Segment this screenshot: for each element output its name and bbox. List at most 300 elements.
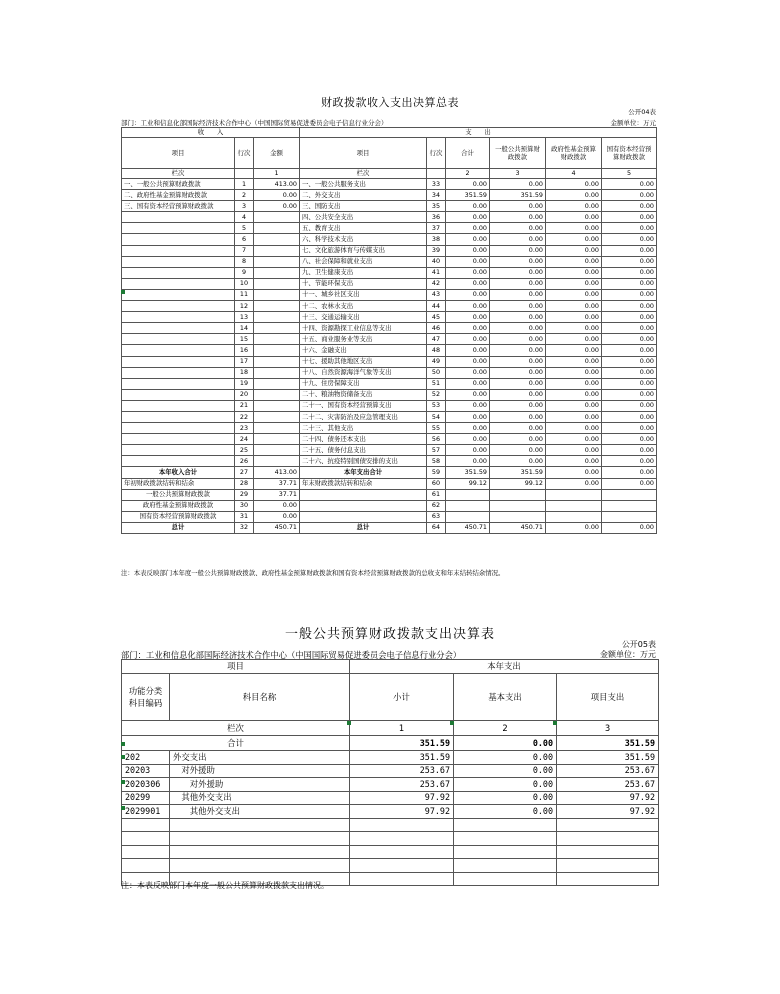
carry-out-label: 年末财政拨款结转和结余 (300, 478, 427, 489)
comment-marker (450, 721, 454, 725)
empty-cell (446, 489, 490, 500)
row-project: 253.67 (557, 764, 659, 778)
income-total-label: 本年收入合计 (122, 467, 235, 478)
table2-grid (121, 659, 659, 886)
col-line: 行次 (235, 138, 254, 169)
table-row (122, 367, 657, 378)
carry-out-fund: 0.00 (546, 478, 602, 489)
comment-marker (553, 721, 557, 725)
expense-line: 43 (427, 289, 446, 300)
expense-fund: 0.00 (546, 223, 602, 234)
table-row (122, 256, 657, 267)
empty-row (122, 832, 659, 846)
expense-item: 十、节能环保支出 (300, 278, 427, 289)
empty-cell (350, 859, 454, 873)
empty-row (122, 859, 659, 873)
income-line: 5 (235, 223, 254, 234)
carry-in-line: 28 (235, 478, 254, 489)
expense-fund: 0.00 (546, 323, 602, 334)
subject-code: 20299 (122, 791, 170, 805)
income-item (122, 378, 235, 389)
expense-line: 55 (427, 423, 446, 434)
expense-capital: 0.00 (602, 389, 657, 400)
expense-fund: 0.00 (546, 378, 602, 389)
expense-line: 41 (427, 267, 446, 278)
income-item (122, 456, 235, 467)
expense-total: 351.59 (446, 190, 490, 201)
row-project: 97.92 (557, 791, 659, 805)
expense-capital: 0.00 (602, 201, 657, 212)
comment-marker (121, 755, 125, 759)
empty-cell (490, 489, 546, 500)
expense-line: 47 (427, 334, 446, 345)
expense-item: 二十一、国有资本经营预算支出 (300, 400, 427, 411)
expense-line: 58 (427, 456, 446, 467)
table2-code: 公开05表 (621, 640, 656, 649)
expense-item: 十四、资源勘探工业信息等支出 (300, 323, 427, 334)
empty-cell (546, 511, 602, 522)
expense-total: 0.00 (446, 179, 490, 190)
table-row (122, 267, 657, 278)
expense-total: 0.00 (446, 400, 490, 411)
expense-general: 0.00 (490, 389, 546, 400)
expense-capital: 0.00 (602, 367, 657, 378)
expense-fund: 0.00 (546, 423, 602, 434)
expense-item: 二十四、债务还本支出 (300, 434, 427, 445)
expense-capital: 0.00 (602, 378, 657, 389)
expense-line: 36 (427, 212, 446, 223)
expense-general: 0.00 (490, 323, 546, 334)
income-line: 3 (235, 201, 254, 212)
income-line: 13 (235, 312, 254, 323)
expense-total-total: 351.59 (446, 467, 490, 478)
expense-line: 53 (427, 400, 446, 411)
row-project: 351.59 (557, 751, 659, 765)
subject-name: 外交支出 (170, 751, 350, 765)
expense-total: 0.00 (446, 323, 490, 334)
carry-sub-ex-line: 62 (427, 500, 446, 511)
expense-capital: 0.00 (602, 223, 657, 234)
table-row (122, 323, 657, 334)
expense-capital: 0.00 (602, 179, 657, 190)
income-item (122, 356, 235, 367)
t2-index-1: 1 (350, 721, 454, 736)
income-amount (254, 234, 300, 245)
empty-cell (122, 832, 170, 846)
income-amount (254, 367, 300, 378)
comment-marker (121, 742, 125, 746)
grand-in-line: 32 (235, 522, 254, 533)
expense-capital: 0.00 (602, 345, 657, 356)
income-line: 24 (235, 434, 254, 445)
row-basic: 0.00 (454, 805, 557, 819)
table-row (122, 201, 657, 212)
subject-name: 对外援助 (170, 778, 350, 792)
expense-fund: 0.00 (546, 267, 602, 278)
income-amount (254, 356, 300, 367)
expense-fund: 0.00 (546, 389, 602, 400)
table-row (122, 500, 657, 511)
subject-code: 2020306 (122, 778, 170, 792)
expense-line: 48 (427, 345, 446, 356)
empty-cell (170, 818, 350, 832)
expense-total-general: 351.59 (490, 467, 546, 478)
table2-title: 一般公共预算财政拨款支出决算表 (284, 627, 495, 642)
income-amount (254, 267, 300, 278)
grand-in-amt: 450.71 (254, 522, 300, 533)
expense-total: 0.00 (446, 245, 490, 256)
income-line: 6 (235, 234, 254, 245)
income-item: 一、一般公共预算财政拨款 (122, 179, 235, 190)
expense-line: 54 (427, 411, 446, 422)
expense-total: 0.00 (446, 212, 490, 223)
expense-general: 0.00 (490, 445, 546, 456)
expense-line: 56 (427, 434, 446, 445)
expense-total-line: 59 (427, 467, 446, 478)
table-row (122, 378, 657, 389)
carry-sub-line: 31 (235, 511, 254, 522)
expense-total: 0.00 (446, 356, 490, 367)
t2-col-subtotal: 小计 (350, 674, 454, 721)
expense-total: 0.00 (446, 289, 490, 300)
col-amount: 金额 (254, 138, 300, 169)
income-line: 2 (235, 190, 254, 201)
table1-code: 公开04表 (628, 108, 656, 116)
expense-capital: 0.00 (602, 456, 657, 467)
income-item (122, 334, 235, 345)
carry-in-label: 年初财政拨款结转和结余 (122, 478, 235, 489)
empty-cell (454, 872, 557, 886)
income-line: 1 (235, 179, 254, 190)
expense-fund: 0.00 (546, 434, 602, 445)
expense-item: 二十、粮油物资储备支出 (300, 389, 427, 400)
empty-cell (454, 832, 557, 846)
expense-capital: 0.00 (602, 245, 657, 256)
table-row (122, 223, 657, 234)
comment-marker (121, 806, 125, 810)
table-row (122, 301, 657, 312)
empty-cell (122, 818, 170, 832)
row-subtotal: 97.92 (350, 805, 454, 819)
row-basic: 0.00 (454, 764, 557, 778)
income-line: 19 (235, 378, 254, 389)
expense-line: 38 (427, 234, 446, 245)
carry-out-line: 60 (427, 478, 446, 489)
income-item (122, 411, 235, 422)
index-label: 栏次 (122, 169, 235, 179)
grand-ex-total: 450.71 (446, 522, 490, 533)
col-item: 项目 (122, 138, 235, 169)
table-row (122, 456, 657, 467)
income-total-line: 27 (235, 467, 254, 478)
expense-total: 0.00 (446, 367, 490, 378)
grand-ex-line: 64 (427, 522, 446, 533)
income-line: 17 (235, 356, 254, 367)
carry-sub-label: 一般公共预算财政拨款 (122, 489, 235, 500)
expense-capital: 0.00 (602, 312, 657, 323)
index-5: 5 (602, 169, 657, 179)
expense-total: 0.00 (446, 278, 490, 289)
expense-fund: 0.00 (546, 212, 602, 223)
table1-unit: 金额单位：万元 (610, 119, 656, 127)
expense-fund: 0.00 (546, 312, 602, 323)
table-row (122, 356, 657, 367)
row-subtotal: 253.67 (350, 778, 454, 792)
income-line: 18 (235, 367, 254, 378)
row-project: 97.92 (557, 805, 659, 819)
expense-general: 0.00 (490, 456, 546, 467)
expense-general: 0.00 (490, 267, 546, 278)
t2-total-basic: 0.00 (454, 736, 557, 751)
empty-cell (557, 859, 659, 873)
expense-fund: 0.00 (546, 301, 602, 312)
income-amount (254, 312, 300, 323)
table-row (122, 190, 657, 201)
income-line: 26 (235, 456, 254, 467)
table-row (122, 212, 657, 223)
expense-total: 0.00 (446, 445, 490, 456)
carry-sub-line: 30 (235, 500, 254, 511)
expense-line: 49 (427, 356, 446, 367)
income-item (122, 312, 235, 323)
empty-cell (300, 489, 427, 500)
income-amount (254, 389, 300, 400)
table-row (122, 334, 657, 345)
expense-capital: 0.00 (602, 445, 657, 456)
table-row (122, 778, 659, 792)
expense-general: 0.00 (490, 278, 546, 289)
t2-index-label: 栏次 (122, 721, 350, 736)
table-row (122, 423, 657, 434)
expense-capital: 0.00 (602, 289, 657, 300)
expense-fund: 0.00 (546, 245, 602, 256)
empty-cell (170, 859, 350, 873)
t2-index-3: 3 (557, 721, 659, 736)
comment-marker (347, 721, 351, 725)
col-state-capital: 国有资本经营预算财政拨款 (602, 138, 657, 169)
expense-item: 六、科学技术支出 (300, 234, 427, 245)
empty-cell (122, 845, 170, 859)
income-line: 21 (235, 400, 254, 411)
income-amount (254, 400, 300, 411)
income-amount (254, 411, 300, 422)
income-header: 收 入 (122, 128, 300, 138)
expense-capital: 0.00 (602, 301, 657, 312)
income-amount: 0.00 (254, 190, 300, 201)
income-item (122, 267, 235, 278)
table-row (122, 400, 657, 411)
row-basic: 0.00 (454, 778, 557, 792)
income-amount (254, 323, 300, 334)
income-item (122, 389, 235, 400)
expense-line: 40 (427, 256, 446, 267)
expense-general: 0.00 (490, 312, 546, 323)
expense-item: 五、教育支出 (300, 223, 427, 234)
expense-total: 0.00 (446, 389, 490, 400)
table-row (122, 751, 659, 765)
t2-total-subtotal: 351.59 (350, 736, 454, 751)
empty-cell (446, 500, 490, 511)
row-subtotal: 97.92 (350, 791, 454, 805)
expense-general: 0.00 (490, 434, 546, 445)
expense-total: 0.00 (446, 378, 490, 389)
income-item (122, 289, 235, 300)
expense-general: 0.00 (490, 289, 546, 300)
grand-ex-fund: 0.00 (546, 522, 602, 533)
income-item (122, 345, 235, 356)
income-line: 8 (235, 256, 254, 267)
expense-fund: 0.00 (546, 201, 602, 212)
carry-sub-ex-line: 61 (427, 489, 446, 500)
table-row (122, 234, 657, 245)
empty-cell (557, 818, 659, 832)
expense-general: 0.00 (490, 334, 546, 345)
grand-ex-general: 450.71 (490, 522, 546, 533)
empty-cell (454, 818, 557, 832)
subject-code: 20203 (122, 764, 170, 778)
expense-item: 九、卫生健康支出 (300, 267, 427, 278)
expense-total: 0.00 (446, 456, 490, 467)
expense-fund: 0.00 (546, 278, 602, 289)
expense-general: 0.00 (490, 367, 546, 378)
expense-line: 51 (427, 378, 446, 389)
empty-cell (557, 872, 659, 886)
expense-general: 0.00 (490, 411, 546, 422)
table-row (122, 179, 657, 190)
carry-sub-amount: 37.71 (254, 489, 300, 500)
expense-line: 44 (427, 301, 446, 312)
expense-capital: 0.00 (602, 267, 657, 278)
income-item (122, 367, 235, 378)
row-basic: 0.00 (454, 751, 557, 765)
empty-row (122, 845, 659, 859)
income-amount (254, 278, 300, 289)
expense-total: 0.00 (446, 201, 490, 212)
expense-item: 十八、自然资源海洋气象等支出 (300, 367, 427, 378)
table-row (122, 345, 657, 356)
empty-cell (557, 832, 659, 846)
income-item (122, 301, 235, 312)
t2-index-2: 2 (454, 721, 557, 736)
carry-sub-ex-line: 63 (427, 511, 446, 522)
expense-total: 0.00 (446, 223, 490, 234)
expense-capital: 0.00 (602, 256, 657, 267)
expense-item: 二十二、灾害防治及应急管理支出 (300, 411, 427, 422)
income-line: 9 (235, 267, 254, 278)
income-amount (254, 212, 300, 223)
expense-general: 0.00 (490, 356, 546, 367)
table2-dept: 部门：工业和信息化部国际经济技术合作中心（中国国际贸易促进委员会电子信息行业分会） (121, 650, 462, 660)
expense-total: 0.00 (446, 345, 490, 356)
expense-item: 七、文化旅游体育与传媒支出 (300, 245, 427, 256)
income-amount (254, 256, 300, 267)
income-amount (254, 423, 300, 434)
expense-general: 0.00 (490, 301, 546, 312)
income-amount (254, 434, 300, 445)
expense-fund: 0.00 (546, 411, 602, 422)
table-row (122, 389, 657, 400)
income-item (122, 245, 235, 256)
income-item: 三、国有资本经营预算财政拨款 (122, 201, 235, 212)
grand-ex-capital: 0.00 (602, 522, 657, 533)
income-item (122, 212, 235, 223)
table-row (122, 511, 657, 522)
empty-cell (446, 511, 490, 522)
col-gov-fund: 政府性基金预算财政拨款 (546, 138, 602, 169)
table-row (122, 312, 657, 323)
expense-item: 十二、农林水支出 (300, 301, 427, 312)
t2-col-code: 功能分类科目编码 (122, 674, 170, 721)
table-row (122, 805, 659, 819)
income-total-amt: 413.00 (254, 467, 300, 478)
carry-in-amt: 37.71 (254, 478, 300, 489)
table-row (122, 411, 657, 422)
expense-item: 十一、城乡社区支出 (300, 289, 427, 300)
income-item: 二、政府性基金预算财政拨款 (122, 190, 235, 201)
expense-item: 八、社会保障和就业支出 (300, 256, 427, 267)
index-2: 2 (446, 169, 490, 179)
empty-cell (350, 872, 454, 886)
income-line: 25 (235, 445, 254, 456)
expense-item: 二十五、债务付息支出 (300, 445, 427, 456)
income-amount (254, 334, 300, 345)
expense-fund: 0.00 (546, 334, 602, 345)
carry-sub-amount: 0.00 (254, 500, 300, 511)
expense-total: 0.00 (446, 423, 490, 434)
table2-unit: 金额单位：万元 (600, 650, 656, 659)
row-subtotal: 351.59 (350, 751, 454, 765)
income-line: 14 (235, 323, 254, 334)
index-3: 3 (490, 169, 546, 179)
income-line: 7 (235, 245, 254, 256)
expense-total: 0.00 (446, 334, 490, 345)
comment-marker (121, 290, 125, 294)
expense-item: 十六、金融支出 (300, 345, 427, 356)
expense-item: 三、国防支出 (300, 201, 427, 212)
income-item (122, 323, 235, 334)
table2-note: 注：本表反映部门本年度一般公共预算财政拨款支出情况。 (121, 881, 329, 890)
expense-item: 二十六、抗疫特别国债安排的支出 (300, 456, 427, 467)
empty-cell (350, 818, 454, 832)
expense-item: 二十三、其他支出 (300, 423, 427, 434)
income-line: 23 (235, 423, 254, 434)
table-row (122, 791, 659, 805)
income-item (122, 445, 235, 456)
table-row (122, 434, 657, 445)
income-item (122, 434, 235, 445)
expense-capital: 0.00 (602, 323, 657, 334)
expense-capital: 0.00 (602, 434, 657, 445)
table-row (122, 764, 659, 778)
expense-line: 46 (427, 323, 446, 334)
index-4: 4 (546, 169, 602, 179)
col-item2: 项目 (300, 138, 427, 169)
expense-general: 0.00 (490, 378, 546, 389)
index-label2: 栏次 (300, 169, 427, 179)
subject-name: 其他外交支出 (170, 791, 350, 805)
income-line: 22 (235, 411, 254, 422)
expense-general: 0.00 (490, 256, 546, 267)
expense-general: 0.00 (490, 234, 546, 245)
expense-total: 0.00 (446, 411, 490, 422)
expense-total: 0.00 (446, 267, 490, 278)
empty-cell (300, 500, 427, 511)
subject-code: 2029901 (122, 805, 170, 819)
carry-sub-amount: 0.00 (254, 511, 300, 522)
expense-line: 50 (427, 367, 446, 378)
income-amount (254, 345, 300, 356)
expense-line: 45 (427, 312, 446, 323)
